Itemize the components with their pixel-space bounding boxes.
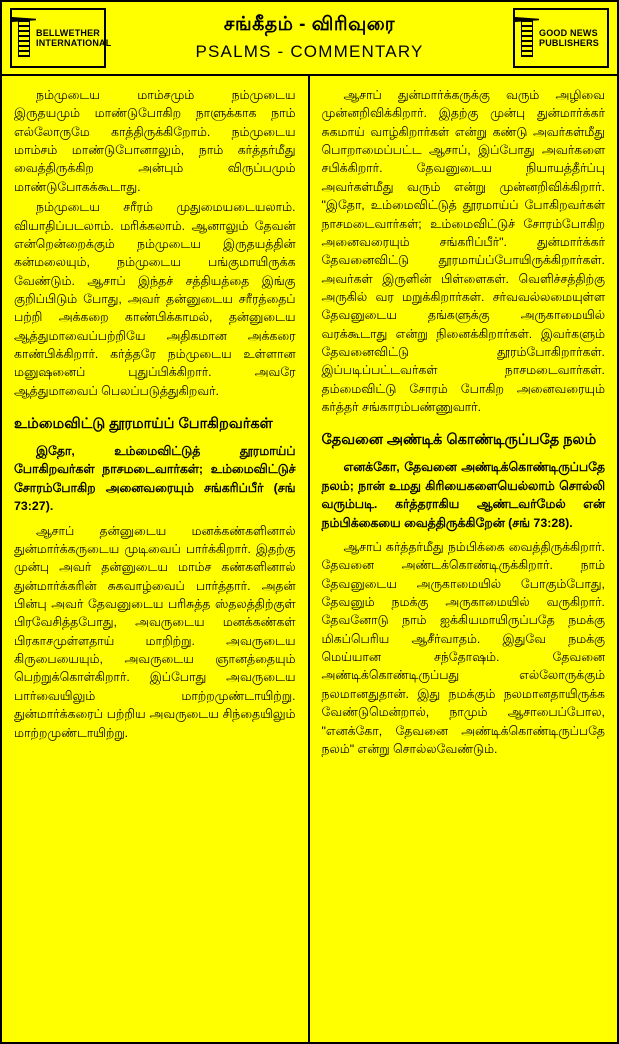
right-logo-line1: GOOD NEWS (539, 27, 598, 38)
right-column (310, 76, 618, 1042)
left-logo-line1: BELLWETHER (36, 27, 100, 38)
section-heading: தேவனை அண்டிக் கொண்டிருப்பதே நலம் (321, 432, 597, 449)
good-news-publishers-logo (513, 8, 609, 68)
title-tamil: சங்கீதம் - விரிவுரை (223, 14, 396, 35)
page-header (2, 2, 617, 76)
left-column (2, 76, 310, 1042)
paragraph: நம்முடைய மாம்சமும் நம்முடைய இருதயமும் மாண்டுபோகிற நாளுக்காக நாம் எல்லோருமே காத்திருக்கிறோம். நம்முடைய மாம்சம் மாண்டுபோனாலும், நாம் கர்த்தர்மீது வைத்திருக்கிற அன்பும் விருப்பமும் மாண்டுபோகக்கூடாது. (14, 88, 296, 194)
scripture-quote: எனக்கோ, தேவனை அண்டிக்கொண்டிருப்பதே நலம்; நான் உமது கிரியைகளையெல்லாம் சொல்லி வரும்படி. கர்த்தராகிய ஆண்டவர்மேல் என் நம்பிக்கையை வைத்திருக்கிறேன் (சங் 73:28). (321, 460, 605, 530)
page-title (106, 2, 513, 74)
paragraph: ஆசாப் தன்னுடைய மனக்கண்களினால் துன்மார்க்கருடைய முடிவைப் பார்க்கிறார். இதற்கு முன்பு அவர் தன்னுடைய மாம்ச கண்களினால் துன்மார்க்கரின் சுகவாழ்வைப் பார்த்தார். அதன் பின்பு அவர் தேவனுடைய பரிசுத்த ஸ்தலத்திற்குள் பிரவேசித்தபோது, அவருடைய மனக்கண்கள் பிரகாசமுள்ளதாய் மாறிற்று. அவருடைய கிருபையையும், அவருடைய ஞானத்தையும் பெற்றுக்கொள்கிறார். இப்போது அவருடைய பார்வையிலும் மாற்றமுண்டாயிற்று. துன்மார்க்கரைப் பற்றிய அவருடைய சிந்தையிலும் மாற்றமுண்டாயிற்று. (14, 523, 296, 740)
body-columns (2, 76, 617, 1042)
title-english: PSALMS - COMMENTARY (195, 42, 424, 61)
paragraph: நம்முடைய சரீரம் முதுமையடையலாம். வியாதிப்படலாம். மரிக்கலாம். ஆனாலும் தேவன் என்றென்றைக்கும் நம்முடைய இருதயத்தின் கன்மலையும், நம்முடைய பங்குமாயிருக்க வேண்டும். ஆசாப் இந்தச் சத்தியத்தை இங்கு குறிப்பிடும் போது, அவர் தன்னுடைய சரீரத்தைப் பற்றி அக்கறை காண்பிக்காமல், தன்னுடைய ஆத்துமாவைப்பற்றியே அதிகமான அக்கரை காண்பிக்கிறார். கர்த்தரே நம்முடைய உள்ளான மனுஷனைப் புதுப்பிக்கிறார். அவரே ஆத்துமாவைப் பெலப்படுத்துகிறவர். (14, 200, 296, 398)
lighthouse-icon (14, 15, 34, 61)
scripture-quote: இதோ, உம்மைவிட்டுத் தூரமாய்ப் போகிறவர்கள் நாசமடைவார்கள்; உம்மைவிட்டுச் சோரம்போகிற அனைவரையும் சங்கரிப்பீர் (சங் 73:27). (14, 444, 296, 514)
paragraph: ஆசாப் துன்மார்க்கருக்கு வரும் அழிவை முன்னறிவிக்கிறார். இதற்கு முன்பு துன்மார்க்கர் சுகமாய் வாழ்கிறார்கள் என்று கண்டு அவர்கள்மீது பொறாமைப்பட்ட ஆசாப், இப்போது அவர்களை சபிக்கிறார். தேவனுடைய நியாயத்தீர்ப்பு அவர்கள்மீது வரும் என்று முன்னறிவிக்கிறார். "இதோ, உம்மைவிட்டுத் தூரமாய்ப் போகிறவர்கள் நாசமடைவார்கள்; உம்மைவிட்டுச் சோரம்போகிற அனைவரையும் சங்கரிப்பீர்". துன்மார்க்கர் தேவனைவிட்டு தூரமாய்ப்போயிருக்கிறார்கள். அவர்கள் இருளின் பிள்ளைகள். வெளிச்சத்திற்கு அருகில் வர மறுக்கிறார்கள். சர்வவல்லமையுள்ள தேவனுடைய தங்களுக்கு அருகாமையில் வரக்கூடாது என்று நினைக்கிறார்கள். இவர்களும் தேவனைவிட்டு தூரம்போகிறார்கள். இப்படிப்பட்டவர்கள் நாசமடைவார்கள். தம்மைவிட்டு சோரம் போகிற அனைவரையும் கர்த்தர் சங்காரம்பண்ணுவார். (321, 88, 605, 415)
left-logo-line2: INTERNATIONAL (36, 38, 112, 48)
bellwether-international-logo (10, 8, 112, 68)
right-logo-line2: PUBLISHERS (539, 38, 600, 48)
section-heading: உம்மைவிட்டு தூரமாய்ப் போகிறவர்கள் (14, 416, 273, 433)
lighthouse-icon (517, 15, 537, 61)
paragraph: ஆசாப் கர்த்தர்மீது நம்பிக்கை வைத்திருக்கிறார். தேவனை அண்டக்கொண்டிருக்கிறார். நாம் தேவனுடைய அருகாமையில் போகும்போது, தேவனும் நமக்கு அருகாமையில் வருகிறார். தேவனோடு நாம் ஐக்கியமாயிருப்பதே நமக்கு மிகப்பெரிய ஆசீர்வாதம். இதுவே நமக்கு மெய்யான சந்தோஷம். தேவனை அண்டிக்கொண்டிருப்பது எல்லோருக்கும் நலமானதுதான். இது நமக்கும் நலமானதாயிருக்க வேண்டுமென்றால், நாமும் ஆசாபைப்போல, "எனக்கோ, தேவனை அண்டிக்கொண்டிருப்பதே நலம்" என்று சொல்லவேண்டும். (321, 539, 605, 756)
